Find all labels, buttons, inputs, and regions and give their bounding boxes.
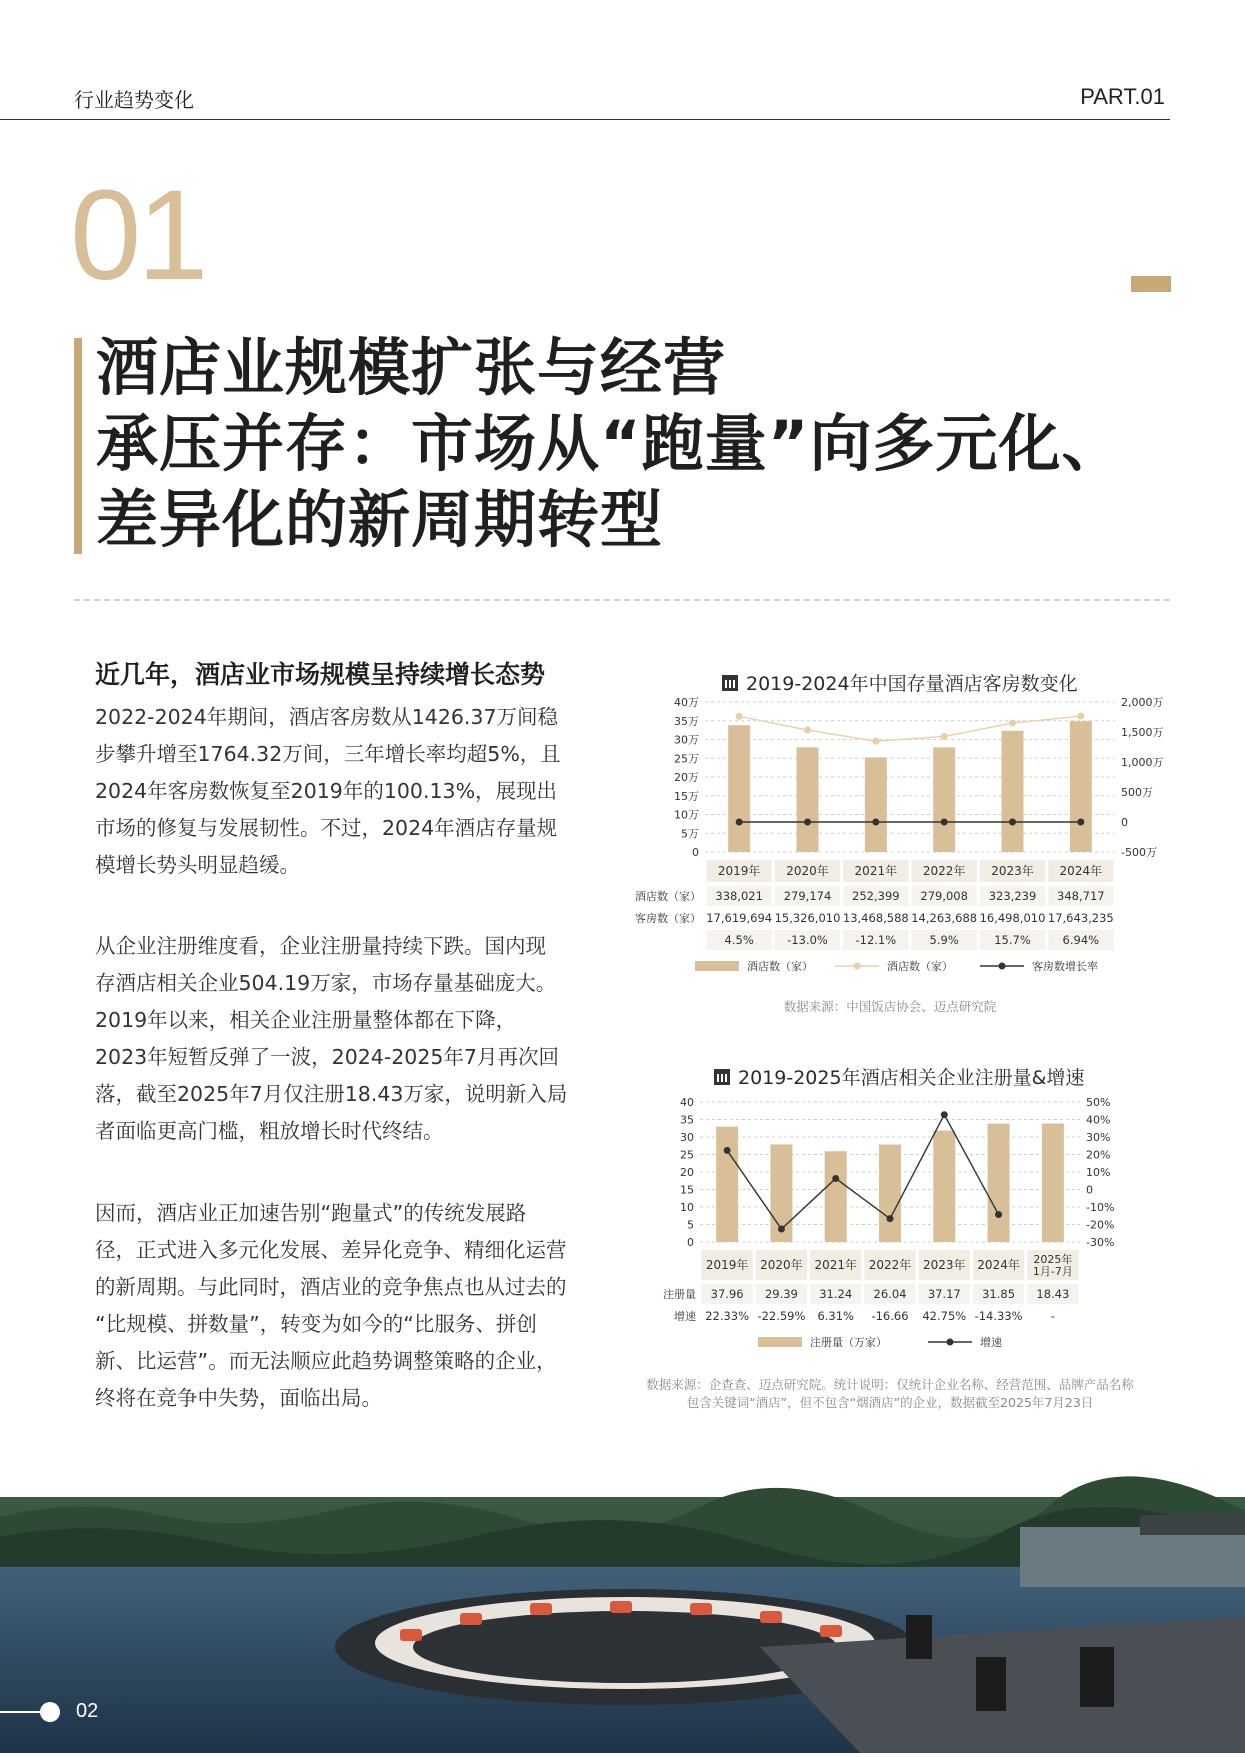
- table-value: 17,619,694: [706, 911, 772, 925]
- line-point: [724, 1147, 731, 1154]
- line-point: [778, 1226, 785, 1233]
- paragraph-line: “比规模、拼数量”，转变为如今的“比服务、拼创: [95, 1306, 595, 1343]
- chart1-source: 数据来源：中国饭店协会、迈点研究院: [630, 997, 1150, 1015]
- paragraph-line: 径，正式进入多元化发展、差异化竞争、精细化运营: [95, 1232, 595, 1269]
- chart2-source-line: 包含关键词“酒店”，但不包含“烟酒店”的企业，数据截至2025年7月23日: [630, 1394, 1150, 1412]
- legend-swatch-point: [947, 1339, 954, 1346]
- table-value: 42.75%: [922, 1309, 966, 1323]
- category-label: 2023年: [923, 1257, 966, 1272]
- y-right-tick: 10%: [1086, 1166, 1110, 1179]
- table-value: 348,717: [1057, 889, 1105, 903]
- table-value: -22.59%: [757, 1309, 805, 1323]
- y-left-tick: 35: [680, 1114, 694, 1127]
- chart2-title: [714, 1063, 1084, 1090]
- line-point: [941, 733, 948, 740]
- chart2-source: [630, 1376, 1150, 1412]
- chart2: [640, 1090, 1160, 1360]
- table-value: 37.17: [928, 1287, 961, 1301]
- y-right-tick: 20%: [1086, 1149, 1110, 1162]
- bar-chart-icon: [722, 675, 738, 691]
- line-point: [995, 1211, 1002, 1218]
- category-label: 2021年: [855, 863, 898, 878]
- section-title: 近几年，酒店业市场规模呈持续增长态势: [95, 655, 545, 691]
- line-point: [941, 1111, 948, 1118]
- table-value: -16.66: [871, 1309, 908, 1323]
- line-point: [1009, 720, 1016, 727]
- category-label: 2023年: [991, 863, 1034, 878]
- bar: [879, 1145, 901, 1242]
- bar: [1070, 721, 1092, 852]
- legend-swatch-point: [854, 963, 861, 970]
- category-label: 1月-7月: [1033, 1265, 1073, 1278]
- bar: [933, 1131, 955, 1242]
- table-value: 252,399: [852, 889, 900, 903]
- y-left-tick: 0: [692, 846, 699, 859]
- table-value: 22.33%: [705, 1309, 749, 1323]
- page-number: 02: [76, 1700, 98, 1723]
- table-value: 6.94%: [1063, 933, 1100, 947]
- y-right-tick: -10%: [1086, 1201, 1114, 1214]
- paragraph-line: 步攀升增至1764.32万间，三年增长率均超5%，且: [95, 736, 595, 773]
- table-row-label: 注册量: [663, 1288, 696, 1301]
- gold-accent-tab: [1131, 276, 1171, 292]
- title-line: 承压并存：市场从“跑量”向多元化、: [96, 406, 1125, 482]
- title-line: 差异化的新周期转型: [96, 482, 1125, 558]
- title-line: 酒店业规模扩张与经营: [96, 330, 1125, 406]
- y-right-tick: 30%: [1086, 1131, 1110, 1144]
- paragraph-line: 的新周期。与此同时，酒店业的竞争焦点也从过去的: [95, 1269, 595, 1306]
- y-left-tick: 10: [680, 1201, 694, 1214]
- legend-label: 增速: [980, 1335, 1002, 1349]
- table-value: 323,239: [989, 889, 1037, 903]
- table-value: 16,498,010: [980, 911, 1046, 925]
- paragraph-line: 模增长势头明显趋缓。: [95, 847, 595, 884]
- legend-swatch-bar: [695, 961, 739, 971]
- bar: [825, 1151, 847, 1242]
- table-value: 279,008: [920, 889, 968, 903]
- paragraph: [95, 928, 595, 1150]
- bar: [1002, 731, 1024, 852]
- paragraph: [95, 1195, 595, 1417]
- line-point: [1077, 818, 1084, 825]
- y-left-tick: 35万: [674, 715, 699, 728]
- y-right-tick: -30%: [1086, 1236, 1114, 1249]
- table-value: 26.04: [874, 1287, 907, 1301]
- y-left-tick: 40: [680, 1096, 694, 1109]
- table-value: 31.85: [982, 1287, 1015, 1301]
- hotel-pool-photo: [0, 1497, 1245, 1753]
- y-right-tick: 0: [1121, 816, 1128, 829]
- y-right-tick: -20%: [1086, 1219, 1114, 1232]
- series-line: [739, 716, 1081, 741]
- paragraph-line: 终将在竞争中失势，面临出局。: [95, 1380, 595, 1417]
- table-row-label: 酒店数（家）: [635, 889, 701, 903]
- category-label: 2024年: [1060, 863, 1103, 878]
- category-label: 2022年: [923, 863, 966, 878]
- category-label: 2024年: [977, 1257, 1020, 1272]
- legend-label: 注册量（万家）: [810, 1335, 887, 1349]
- line-point: [872, 738, 879, 745]
- line-point: [804, 819, 811, 826]
- paragraph-line: 因而，酒店业正加速告别“跑量式”的传统发展路: [95, 1195, 595, 1232]
- paragraph-line: 者面临更高门槛，粗放增长时代终结。: [95, 1113, 595, 1150]
- header-section: 行业趋势变化: [74, 84, 194, 113]
- category-label: 2020年: [786, 863, 829, 878]
- category-label: 2021年: [814, 1257, 857, 1272]
- table-value: 17,643,235: [1048, 911, 1114, 925]
- table-value: -12.1%: [855, 933, 896, 947]
- paragraph-line: 2022-2024年期间，酒店客房数从1426.37万间稳: [95, 699, 595, 736]
- header-part: PART.01: [1080, 84, 1165, 110]
- y-right-tick: 40%: [1086, 1114, 1110, 1127]
- table-value: 338,021: [715, 889, 763, 903]
- line-point: [736, 819, 743, 826]
- chart1: [630, 690, 1150, 980]
- line-point: [941, 819, 948, 826]
- y-left-tick: 15万: [674, 790, 699, 803]
- paragraph: [95, 699, 595, 884]
- paragraph-line: 新、比运营”。而无法顺应此趋势调整策略的企业，: [95, 1343, 595, 1380]
- paragraph-line: 2023年短暂反弹了一波，2024-2025年7月再次回: [95, 1039, 595, 1076]
- table-value: 14,263,688: [911, 911, 977, 925]
- bar: [797, 747, 819, 852]
- legend-label: 酒店数（家）: [747, 959, 813, 973]
- table-value: 29.39: [765, 1287, 798, 1301]
- bar: [988, 1124, 1010, 1242]
- paragraph-line: 市场的修复与发展韧性。不过，2024年酒店存量规: [95, 810, 595, 847]
- legend-label: 酒店数（家）: [887, 959, 953, 973]
- table-value: 13,468,588: [843, 911, 909, 925]
- category-label: 2019年: [718, 863, 761, 878]
- bar: [1042, 1124, 1064, 1242]
- y-right-tick: 50%: [1086, 1096, 1110, 1109]
- y-right-tick: 500万: [1121, 786, 1153, 799]
- paragraph-line: 2019年以来，相关企业注册量整体都在下降，: [95, 1002, 595, 1039]
- legend-swatch-point: [999, 963, 1006, 970]
- line-point: [1009, 818, 1016, 825]
- table-value: 37.96: [711, 1287, 744, 1301]
- y-left-tick: 15: [680, 1184, 694, 1197]
- bar: [865, 757, 887, 852]
- page-indicator: [0, 1700, 140, 1724]
- y-right-tick: 1,000万: [1121, 756, 1164, 769]
- table-value: 31.24: [819, 1287, 852, 1301]
- y-right-tick: 2,000万: [1121, 696, 1164, 709]
- paragraph-line: 落，截至2025年7月仅注册18.43万家，说明新入局: [95, 1076, 595, 1113]
- title-accent-bar: [74, 338, 82, 554]
- table-value: 5.9%: [930, 933, 959, 947]
- category-label: 2025年: [1033, 1252, 1072, 1266]
- y-left-tick: 5万: [681, 827, 699, 840]
- y-right-tick: -500万: [1121, 846, 1157, 859]
- table-value: -13.0%: [787, 933, 828, 947]
- y-left-tick: 25: [680, 1149, 694, 1162]
- line-point: [832, 1175, 839, 1182]
- y-left-tick: 5: [687, 1219, 694, 1232]
- line-point: [736, 713, 743, 720]
- bar: [933, 747, 955, 852]
- paragraph-line: 从企业注册维度看，企业注册量持续下跌。国内现: [95, 928, 595, 965]
- y-left-tick: 20: [680, 1166, 694, 1179]
- y-left-tick: 25万: [674, 752, 699, 765]
- line-point: [804, 727, 811, 734]
- category-label: 2020年: [760, 1257, 803, 1272]
- legend-swatch-bar: [758, 1337, 802, 1347]
- table-value: 18.43: [1036, 1287, 1069, 1301]
- chart2-title-text: 2019-2025年酒店相关企业注册量&增速: [738, 1067, 1084, 1089]
- table-value: 4.5%: [725, 933, 754, 947]
- category-label: 2019年: [706, 1257, 749, 1272]
- bar-chart-icon: [714, 1069, 730, 1085]
- chart1-title-text: 2019-2024年中国存量酒店客房数变化: [746, 673, 1078, 695]
- table-value: 15,326,010: [775, 911, 841, 925]
- y-left-tick: 40万: [674, 696, 699, 709]
- line-point: [1077, 713, 1084, 720]
- category-label: 2022年: [869, 1257, 912, 1272]
- paragraph-line: 2024年客房数恢复至2019年的100.13%，展现出: [95, 773, 595, 810]
- chapter-number: 01: [70, 172, 204, 300]
- bar: [728, 725, 750, 852]
- line-point: [872, 819, 879, 826]
- paragraph-line: 存酒店相关企业504.19万家，市场存量基础庞大。: [95, 965, 595, 1002]
- dashed-divider: [74, 599, 1170, 601]
- table-row-label: 增速: [674, 1309, 696, 1323]
- page-indicator-dot: [40, 1702, 60, 1722]
- header-divider: [0, 119, 1170, 120]
- y-left-tick: 30万: [674, 734, 699, 747]
- line-point: [887, 1215, 894, 1222]
- y-left-tick: 0: [687, 1236, 694, 1249]
- table-value: 6.31%: [817, 1309, 854, 1323]
- y-left-tick: 30: [680, 1131, 694, 1144]
- y-left-tick: 10万: [674, 809, 699, 822]
- y-right-tick: 0: [1086, 1184, 1093, 1197]
- y-right-tick: 1,500万: [1121, 726, 1164, 739]
- y-left-tick: 20万: [674, 771, 699, 784]
- table-value: -14.33%: [975, 1309, 1023, 1323]
- table-value: 279,174: [784, 889, 832, 903]
- legend-label: 客房数增长率: [1032, 959, 1098, 973]
- chart2-source-line: 数据来源：企查查、迈点研究院。统计说明：仅统计企业名称、经营范围、品牌产品名称: [630, 1376, 1150, 1394]
- table-value: 15.7%: [994, 933, 1031, 947]
- table-value: -: [1051, 1309, 1055, 1323]
- bar: [716, 1127, 738, 1242]
- table-row-label: 客房数（家）: [635, 911, 701, 925]
- page-title: [96, 330, 1125, 558]
